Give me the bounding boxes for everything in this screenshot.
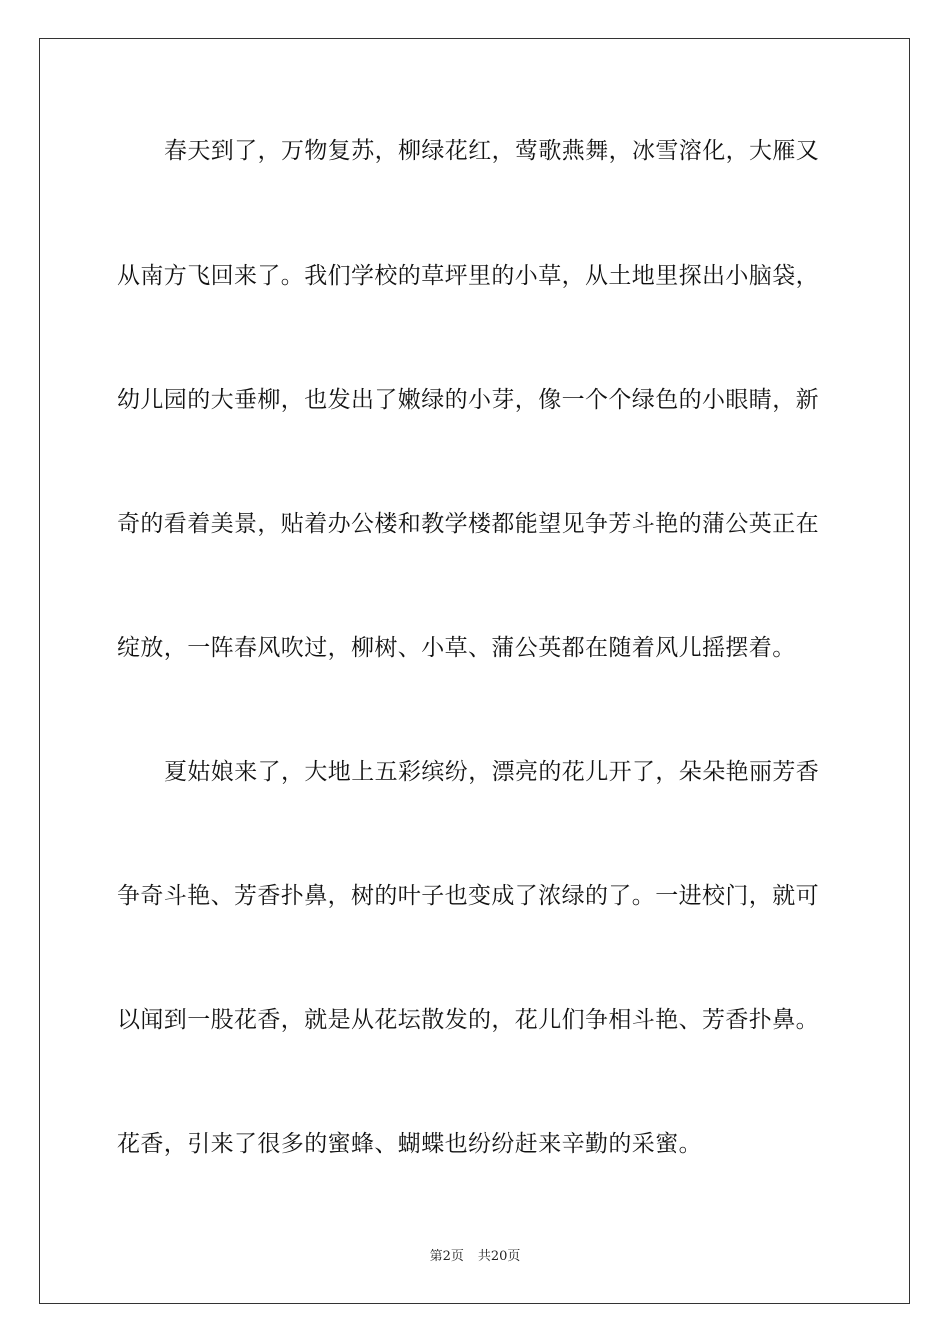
paragraph-2-line-3: 以闻到一股花香，就是从花坛散发的，花儿们争相斗艳、芳香扑鼻。 [117, 1007, 819, 1033]
paragraph-2-line-4: 花香，引来了很多的蜜蜂、蝴蝶也纷纷赶来辛勤的采蜜。 [117, 1131, 702, 1157]
page-border [39, 38, 910, 1304]
page-total: 共20页 [477, 1249, 521, 1264]
paragraph-1-line-1: 春天到了，万物复苏，柳绿花红，莺歌燕舞，冰雪溶化，大雁又 [164, 138, 820, 164]
paragraph-1-line-3: 幼儿园的大垂柳，也发出了嫩绿的小芽，像一个个绿色的小眼睛，新 [117, 387, 819, 413]
paragraph-2-line-1: 夏姑娘来了，大地上五彩缤纷，漂亮的花儿开了，朵朵艳丽芳香 [164, 759, 820, 785]
page-footer [0, 1245, 950, 1264]
paragraph-1-line-2: 从南方飞回来了。我们学校的草坪里的小草，从土地里探出小脑袋， [117, 263, 819, 289]
paragraph-2-line-2: 争奇斗艳、芳香扑鼻，树的叶子也变成了浓绿的了。一进校门，就可 [117, 883, 819, 909]
paragraph-1-line-5: 绽放，一阵春风吹过，柳树、小草、蒲公英都在随着风儿摇摆着。 [117, 635, 796, 661]
page-number: 第2页 [429, 1249, 464, 1264]
paragraph-1-line-4: 奇的看着美景，贴着办公楼和教学楼都能望见争芳斗艳的蒲公英正在 [117, 511, 819, 537]
